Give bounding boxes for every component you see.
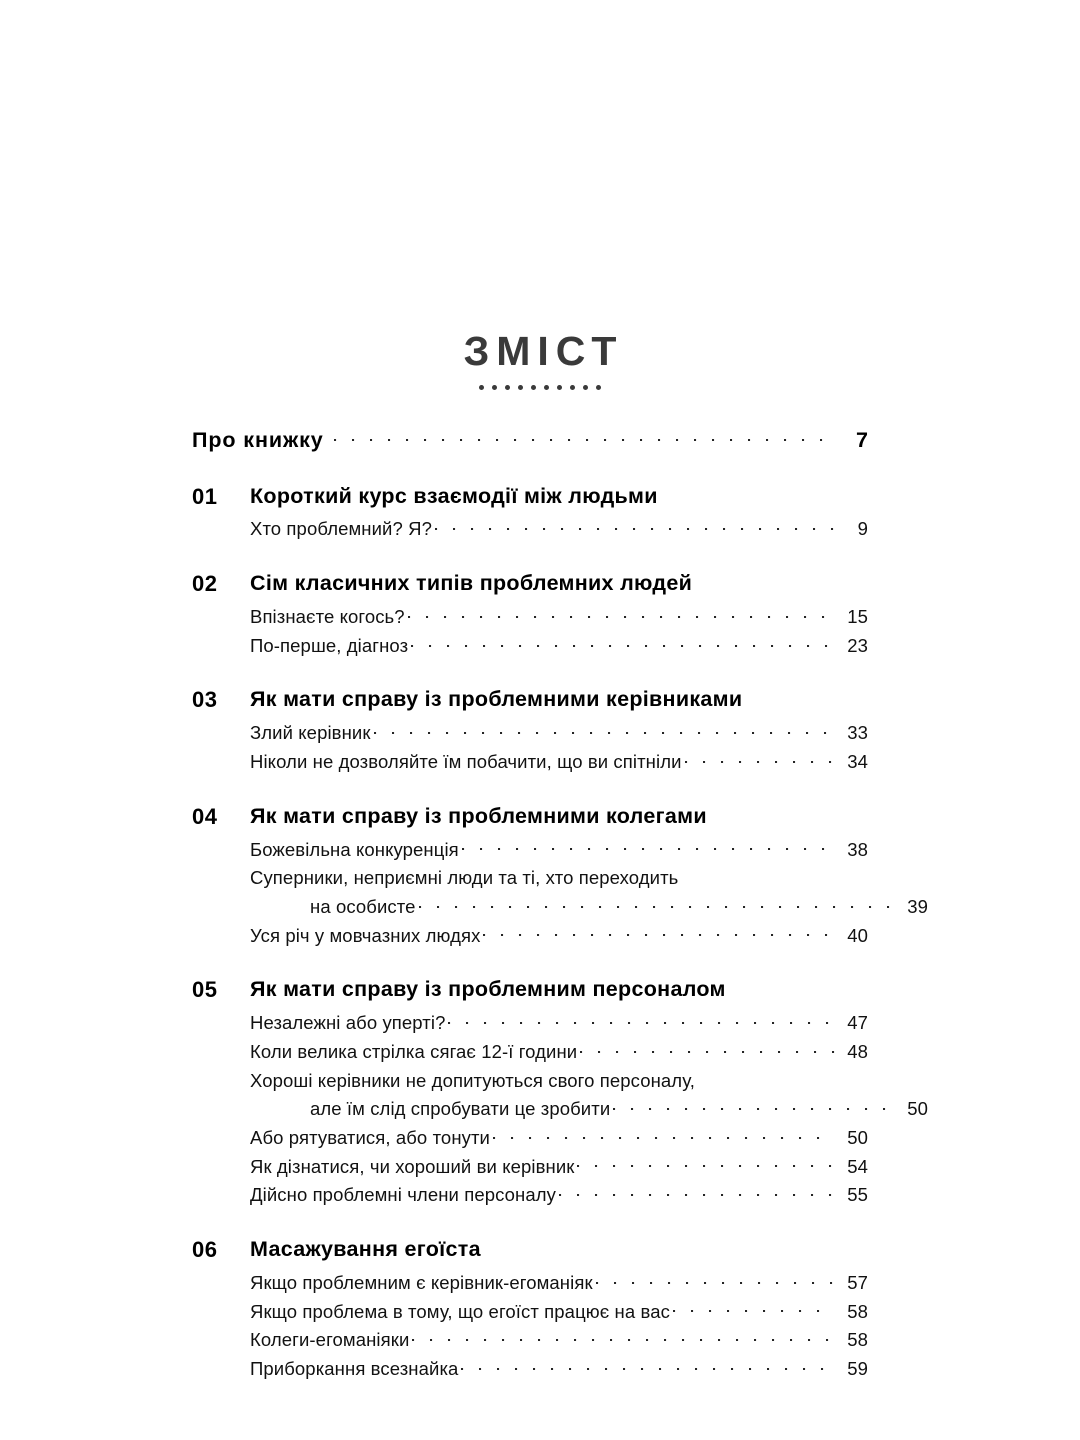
toc-entry-text: По-перше, діагноз xyxy=(250,634,409,656)
toc-entry-page-number: 40 xyxy=(847,924,868,946)
decoration-dot xyxy=(531,385,536,390)
toc-entry[interactable] xyxy=(250,1067,928,1124)
leader-dots xyxy=(493,1125,835,1144)
chapter-block xyxy=(192,570,868,660)
chapter-number: 01 xyxy=(192,483,218,509)
decoration-dot xyxy=(557,385,562,390)
decoration-dot xyxy=(596,385,601,390)
decoration-dot xyxy=(505,385,510,390)
chapter-block xyxy=(192,686,868,776)
leader-dots xyxy=(448,1011,835,1030)
toc-entry[interactable] xyxy=(250,1269,868,1298)
leader-dots xyxy=(483,923,835,942)
chapter-block xyxy=(192,1236,868,1384)
toc-entry-page-number: 33 xyxy=(847,722,868,744)
toc-entry-page-number: 15 xyxy=(847,606,868,628)
decoration-dot xyxy=(570,385,575,390)
toc-entry-continuation-row xyxy=(250,893,928,922)
toc-entry-text: Дійсно проблемні члени персоналу xyxy=(250,1184,557,1206)
chapter-main xyxy=(250,1236,868,1384)
toc-entry-text: Якщо проблемним є керівник-егоманіяк xyxy=(250,1271,593,1293)
chapter-list xyxy=(192,483,928,1384)
title-decoration-dots xyxy=(0,385,1080,390)
toc-entry-page-number: 54 xyxy=(847,1155,868,1177)
toc-header xyxy=(0,330,1080,390)
decoration-dot xyxy=(492,385,497,390)
decoration-dot xyxy=(544,385,549,390)
toc-entry-text: Колеги-егоманіяки xyxy=(250,1329,410,1351)
toc-entry-continuation-text: на особисте xyxy=(310,895,416,917)
leader-dots xyxy=(408,605,835,624)
leader-dots xyxy=(461,1356,835,1375)
toc-entry-text: Впізнаєте когось? xyxy=(250,606,405,628)
leader-dots xyxy=(580,1039,835,1058)
chapter-block xyxy=(192,803,928,951)
toc-entry[interactable] xyxy=(250,1298,868,1327)
toc-entry-text: Ніколи не дозволяйте їм побачити, що ви спітніли xyxy=(250,751,682,772)
toc-entry[interactable] xyxy=(250,1124,868,1153)
toc-entry-page-number: 34 xyxy=(847,751,868,772)
toc-entry-page-number: 59 xyxy=(847,1357,868,1379)
front-matter-page-number: 7 xyxy=(856,427,868,452)
leader-dots xyxy=(685,750,835,769)
toc-entry[interactable] xyxy=(250,864,928,921)
toc-entry[interactable] xyxy=(250,632,868,661)
toc-entry-text: Якщо проблема в тому, що егоїст працює на вас xyxy=(250,1300,670,1322)
chapter-title[interactable]: Сім класичних типів проблемних людей xyxy=(250,571,693,596)
toc-entry[interactable] xyxy=(250,603,868,632)
toc-entry[interactable] xyxy=(250,1153,868,1182)
toc-entry[interactable] xyxy=(250,836,868,865)
toc-entry-text: Злий керівник xyxy=(250,722,371,744)
leader-dots xyxy=(419,894,895,913)
toc-entry-text: Коли велика стрілка сягає 12-ї години xyxy=(250,1040,578,1062)
toc-entry-text: Хороші керівники не допитуються свого персоналу, xyxy=(250,1069,695,1091)
toc-entry[interactable] xyxy=(250,1355,868,1384)
toc-entry[interactable] xyxy=(250,1009,868,1038)
toc-content xyxy=(192,425,928,1410)
toc-entry-text: Божевільна конкуренція xyxy=(250,838,459,860)
toc-entry[interactable] xyxy=(250,1181,868,1210)
toc-entry-page-number: 58 xyxy=(847,1329,868,1351)
toc-entry[interactable] xyxy=(250,922,868,951)
toc-entry-page-number: 9 xyxy=(857,518,868,540)
chapter-number: 04 xyxy=(192,803,218,829)
toc-entry-page-number: 47 xyxy=(847,1012,868,1034)
toc-entry-continuation-row xyxy=(250,1095,928,1124)
chapter-title[interactable]: Як мати справу із проблемними керівниками xyxy=(250,687,743,712)
leader-dots xyxy=(577,1154,835,1173)
decoration-dot xyxy=(479,385,484,390)
toc-entry-page-number: 50 xyxy=(847,1126,868,1148)
leader-dots xyxy=(673,1299,835,1318)
toc-entry-page-number: 57 xyxy=(847,1271,868,1293)
toc-entry[interactable] xyxy=(250,1326,868,1355)
leader-dots xyxy=(334,425,828,447)
toc-entry-page-number: 23 xyxy=(847,634,868,656)
leader-dots xyxy=(435,517,835,536)
toc-entry[interactable] xyxy=(250,1038,868,1067)
toc-entry-page-number: 38 xyxy=(847,838,868,860)
toc-entry-page-number: 58 xyxy=(847,1300,868,1322)
toc-entry-front-matter[interactable] xyxy=(192,425,868,453)
leader-dots xyxy=(412,1328,835,1347)
toc-entry-text: Суперники, неприємні люди та ті, хто переходить xyxy=(250,867,679,889)
decoration-dot xyxy=(518,385,523,390)
chapter-number: 05 xyxy=(192,977,218,1003)
chapter-number: 06 xyxy=(192,1236,218,1262)
chapter-block xyxy=(192,976,928,1210)
toc-entry-text: Уся річ у мовчазних людях xyxy=(250,924,481,946)
chapter-title[interactable]: Масажування егоїста xyxy=(250,1236,481,1261)
toc-entry-text: Як дізнатися, чи хороший ви керівник xyxy=(250,1155,575,1177)
chapter-main xyxy=(250,483,868,545)
toc-entry-continuation-text: але їм слід спробувати це зробити xyxy=(310,1098,611,1120)
chapter-number: 03 xyxy=(192,687,218,713)
toc-entry-text: Або рятуватися, або тонути xyxy=(250,1126,490,1148)
chapter-main xyxy=(250,803,928,951)
toc-entry-page-number: 55 xyxy=(847,1184,868,1206)
leader-dots xyxy=(596,1270,835,1289)
leader-dots xyxy=(411,633,835,652)
toc-entry-text: Хто проблемний? Я? xyxy=(250,518,432,540)
chapter-title[interactable]: Як мати справу із проблемним персоналом xyxy=(250,977,726,1002)
leader-dots xyxy=(613,1097,895,1116)
chapter-main xyxy=(250,570,868,660)
chapter-title[interactable]: Як мати справу із проблемними колегами xyxy=(250,803,707,828)
page-title: ЗМІСТ xyxy=(463,328,624,374)
decoration-dot xyxy=(583,385,588,390)
chapter-block xyxy=(192,483,868,545)
toc-entry-page-number: 39 xyxy=(907,895,928,917)
toc-entry[interactable] xyxy=(250,719,868,748)
chapter-number: 02 xyxy=(192,571,218,597)
toc-entry-page-number: 48 xyxy=(847,1040,868,1062)
leader-dots xyxy=(462,837,835,856)
chapter-main xyxy=(250,686,868,776)
toc-entry[interactable] xyxy=(250,748,868,777)
toc-entry[interactable] xyxy=(250,515,868,544)
chapter-title[interactable]: Короткий курс взаємодії між людьми xyxy=(250,483,658,508)
leader-dots xyxy=(374,721,835,740)
toc-entry-page-number: 50 xyxy=(907,1098,928,1120)
toc-entry-text: Приборкання всезнайка xyxy=(250,1357,459,1379)
front-matter-label: Про книжку xyxy=(192,427,324,452)
toc-entry-text: Незалежні або уперті? xyxy=(250,1012,446,1034)
leader-dots xyxy=(559,1183,835,1202)
chapter-main xyxy=(250,976,928,1210)
